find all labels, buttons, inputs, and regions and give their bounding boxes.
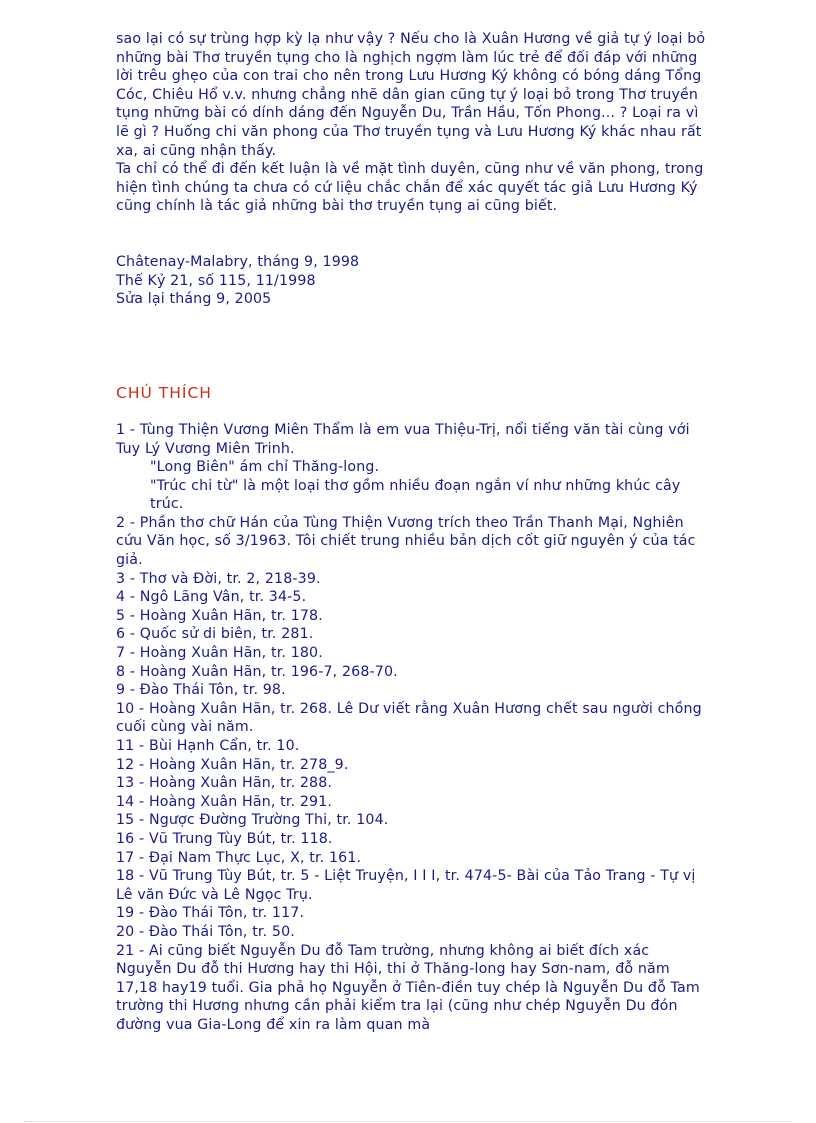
signature-place-date: Châtenay-Malabry, tháng 9, 1998: [116, 253, 360, 270]
note-item: 5 - Hoàng Xuân Hãn, tr. 178.: [116, 607, 323, 624]
note-item: 18 - Vũ Trung Tùy Bút, tr. 5 - Liệt Truyện, I I I, tr. 474-5- Bài của Tảo Trang - Tự vị Lê văn Đức và Lê Ngọc Trụ.: [116, 868, 696, 903]
note-item: 4 - Ngô Lãng Vân, tr. 34-5.: [116, 589, 307, 606]
note-item: 9 - Đào Thái Tôn, tr. 98.: [116, 682, 286, 699]
note-item: 6 - Quốc sử di biên, tr. 281.: [116, 626, 314, 643]
body-paragraph: sao lại có sự trùng hợp kỳ lạ như vậy ? Nếu cho là Xuân Hương về giả tự ý loại bỏ những bài Thơ truyền tụng cho là nghịch ngợm làm lúc trẻ để đối đáp với những lời trêu ghẹo của con trai cho nên trong Lưu Hương Ký không có bóng dáng Tổng Cóc, Chiêu Hổ v.v. nhưng chẳng nhẽ dân gian cũng tự ý loại bỏ trong Thơ truyền tụng những bài có dính dáng đến Nguyễn Du, Trần Hầu, Tốn Phong... ? Loại ra vì lẽ gì ? Huống chi văn phong của Thơ truyền tụng và Lưu Hương Ký khác nhau rất xa, ai cũng nhận thấy.: [116, 31, 706, 159]
signature-revision: Sửa lại tháng 9, 2005: [116, 291, 272, 308]
notes-list: [116, 421, 706, 1035]
note-item: 1 - Tùng Thiện Vương Miên Thẩm là em vua Thiệu-Trị, nổi tiếng văn tài cùng với Tuy Lý Vương Miên Trinh.: [116, 421, 690, 457]
note-item: 21 - Ai cũng biết Nguyễn Du đỗ Tam trường, nhưng không ai biết đích xác Nguyễn Du đỗ thi Hương hay thi Hội, thi ở Thăng-long hay Sơn-nam, đỗ năm 17,18 hay19 tuổi. Gia phả họ Nguyễn ở Tiên-điền tuy chép là Nguyễn Du đỗ Tam trường thi Hương nhưng cần phải kiểm tra lại (cũng như chép Nguyễn Du đón đường vua Gia-Long để xin ra làm quan mà: [116, 942, 700, 1033]
body-paragraph: Ta chỉ có thể đi đến kết luận là về mặt tình duyên, cũng như về văn phong, trong hiện tình chúng ta chưa có cứ liệu chắc chắn để xác quyết tác giả Lưu Hương Ký cũng chính là tác giả những bài thơ truyền tụng ai cũng biết.: [116, 161, 704, 215]
signature-publication: Thế Kỷ 21, số 115, 11/1998: [116, 272, 316, 289]
note-item: 11 - Bùi Hạnh Cẩn, tr. 10.: [116, 738, 300, 754]
note-item: 13 - Hoàng Xuân Hãn, tr. 288.: [116, 775, 333, 792]
note-item: 16 - Vũ Trung Tùy Bút, tr. 118.: [116, 830, 333, 847]
document-page: [116, 30, 706, 1035]
note-item: 7 - Hoàng Xuân Hãn, tr. 180.: [116, 645, 323, 662]
spacer: [116, 309, 706, 384]
note-item: 14 - Hoàng Xuân Hãn, tr. 291.: [116, 793, 333, 810]
note-item: 15 - Ngược Đường Trường Thi, tr. 104.: [116, 812, 389, 829]
note-item: 19 - Đào Thái Tôn, tr. 117.: [116, 905, 305, 922]
note-item: 2 - Phần thơ chữ Hán của Tùng Thiện Vương trích theo Trần Thanh Mại, Nghiên cứu Văn học, số 3/1963. Tôi chiết trung nhiều bản dịch cốt giữ nguyên ý của tác giả.: [116, 514, 696, 569]
note-item: 10 - Hoàng Xuân Hãn, tr. 268. Lê Dư viết rằng Xuân Hương chết sau người chồng cuối cùng vài năm.: [116, 700, 702, 736]
note-item: 17 - Đại Nam Thực Lục, X, tr. 161.: [116, 849, 362, 866]
note-subitem: "Long Biên" ám chỉ Thăng-long.: [150, 459, 380, 476]
spacer: [116, 402, 706, 421]
notes-heading: CHÚ THÍCH: [116, 383, 212, 402]
spacer: [116, 216, 706, 253]
note-subitem: "Trúc chi từ" là một loại thơ gồm nhiều đoạn ngắn ví như những khúc cây trúc.: [150, 477, 681, 513]
note-item: 12 - Hoàng Xuân Hãn, tr. 278_9.: [116, 756, 349, 773]
note-item: 8 - Hoàng Xuân Hãn, tr. 196-7, 268-70.: [116, 663, 398, 680]
page-bottom-divider: [24, 1121, 792, 1122]
note-item: 20 - Đào Thái Tôn, tr. 50.: [116, 923, 295, 940]
note-item: 3 - Thơ và Đời, tr. 2, 218-39.: [116, 570, 321, 587]
